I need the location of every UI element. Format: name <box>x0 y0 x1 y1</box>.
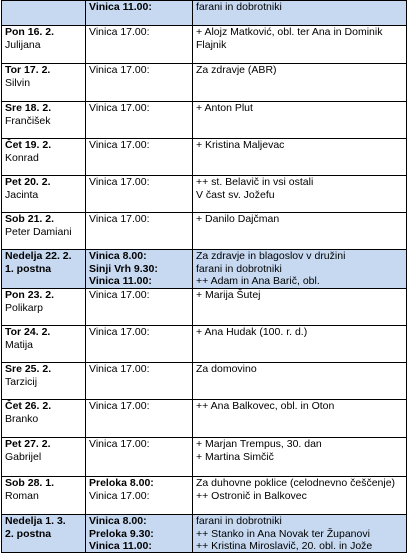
intention-cell <box>193 250 407 289</box>
mass-intention: farani in dobrotniki <box>196 1 282 13</box>
mass-intention: V čast sv. Jožefu <box>196 188 275 201</box>
day-row <box>2 176 407 213</box>
day-row <box>2 326 407 363</box>
day-cell <box>2 438 86 477</box>
day-cell <box>2 26 86 64</box>
mass-time: Sinji Vrh 9.30: <box>89 262 158 275</box>
intention-cell <box>193 363 407 400</box>
intention-cell <box>193 477 407 515</box>
mass-intention: Flajnik <box>196 38 227 51</box>
mass-time: Vinica 11.00: <box>89 1 152 13</box>
mass-intention: + Alojz Matković, obl. ter Ana in Dominik <box>196 26 383 39</box>
mass-intention: Za zdravje (ABR) <box>196 64 277 77</box>
day-saint: Tarzicij <box>5 375 38 388</box>
day-saint: 1. postna <box>5 262 52 275</box>
mass-time: Vinica 17.00: <box>89 400 150 413</box>
day-row <box>2 477 407 515</box>
time-cell <box>86 213 193 250</box>
time-cell <box>86 477 193 515</box>
mass-intention: + Martina Simčič <box>196 450 274 463</box>
day-date: Sre 18. 2. <box>5 102 52 115</box>
mass-time: Vinica 17.00: <box>89 489 150 502</box>
intention-cell <box>193 26 407 64</box>
time-cell <box>86 64 193 102</box>
time-cell <box>86 26 193 64</box>
schedule-body <box>2 1 407 553</box>
mass-intention: ++ Adam in Ana Barič, obl. <box>196 274 320 287</box>
day-saint: Polikarp <box>5 301 43 314</box>
day-cell <box>2 515 86 553</box>
mass-intention: Za duhovne poklice (celodnevno češčenje) <box>196 477 396 490</box>
day-date: Tor 24. 2. <box>5 326 51 339</box>
day-saint: Frančišek <box>5 114 51 127</box>
day-cell <box>2 250 86 289</box>
mass-intention: + Marija Šutej <box>196 289 261 302</box>
day-row <box>2 64 407 102</box>
day-saint: Jacinta <box>5 188 39 201</box>
intention-cell <box>193 438 407 477</box>
day-cell <box>2 1 86 26</box>
day-row <box>2 213 407 250</box>
day-saint: Roman <box>5 489 39 502</box>
mass-intention: + Danilo Dajčman <box>196 213 280 226</box>
day-cell <box>2 289 86 326</box>
day-row <box>2 26 407 64</box>
time-cell <box>86 102 193 139</box>
day-date: Sre 25. 2. <box>5 363 52 376</box>
day-cell <box>2 326 86 363</box>
day-cell <box>2 213 86 250</box>
mass-time: Vinica 17.00: <box>89 26 150 39</box>
day-cell <box>2 139 86 176</box>
day-row <box>2 400 407 438</box>
mass-time: Vinica 8.00: <box>89 250 147 263</box>
mass-intention: + Marjan Trempus, 30. dan <box>196 438 322 451</box>
day-cell <box>2 400 86 438</box>
day-date: Pon 23. 2. <box>5 289 55 302</box>
time-cell <box>86 400 193 438</box>
day-cell <box>2 64 86 102</box>
sunday-row <box>2 1 407 26</box>
sunday-row <box>2 250 407 289</box>
mass-intention: ++ Kristina Miroslavič, 20. obl. in Jože <box>196 539 373 552</box>
day-date: Tor 17. 2. <box>5 64 51 77</box>
time-cell <box>86 363 193 400</box>
mass-time: Preloka 9.30: <box>89 527 154 540</box>
day-date: Pon 16. 2. <box>5 26 55 39</box>
day-saint: 2. postna <box>5 527 52 540</box>
day-row <box>2 139 407 176</box>
day-saint: Gabrijel <box>5 450 42 463</box>
mass-intention: farani in dobrotniki <box>196 515 282 528</box>
day-date: Nedelja 1. 3. <box>5 515 66 528</box>
day-date: Nedelja 22. 2. <box>5 250 72 263</box>
day-row <box>2 102 407 139</box>
intention-cell <box>193 515 407 553</box>
day-date: Sob 21. 2. <box>5 213 55 226</box>
day-cell <box>2 176 86 213</box>
day-date: Sob 28. 1. <box>5 477 55 490</box>
mass-time: Vinica 11.00: <box>89 274 152 287</box>
time-cell <box>86 139 193 176</box>
mass-time: Vinica 17.00: <box>89 438 150 451</box>
day-saint: Branko <box>5 412 39 425</box>
day-date: Pet 20. 2. <box>5 176 51 189</box>
intention-cell <box>193 289 407 326</box>
intention-cell <box>193 1 407 26</box>
mass-time: Vinica 17.00: <box>89 363 150 376</box>
mass-intention: ++ st. Belavič in vsi ostali <box>196 176 314 189</box>
mass-intention: ++ Stanko in Ana Novak ter Županovi <box>196 527 370 540</box>
time-cell <box>86 176 193 213</box>
time-cell <box>86 250 193 289</box>
day-row <box>2 438 407 477</box>
mass-intention: farani in dobrotniki <box>196 262 282 275</box>
intention-cell <box>193 213 407 250</box>
day-cell <box>2 477 86 515</box>
mass-time: Vinica 17.00: <box>89 213 150 226</box>
intention-cell <box>193 139 407 176</box>
mass-time: Vinica 17.00: <box>89 326 150 339</box>
sunday-row <box>2 515 407 553</box>
mass-intention: ++ Ana Balkovec, obl. in Oton <box>196 400 335 413</box>
day-date: Pet 27. 2. <box>5 438 51 451</box>
mass-intention: + Anton Plut <box>196 102 253 115</box>
day-cell <box>2 363 86 400</box>
time-cell <box>86 289 193 326</box>
time-cell <box>86 515 193 553</box>
mass-time: Vinica 11.00: <box>89 539 152 552</box>
mass-time: Vinica 17.00: <box>89 139 150 152</box>
mass-time: Vinica 17.00: <box>89 102 150 115</box>
day-cell <box>2 102 86 139</box>
mass-time: Vinica 8.00: <box>89 515 147 528</box>
mass-time: Vinica 17.00: <box>89 289 150 302</box>
mass-intention: Za zdravje in blagoslov v družini <box>196 250 346 263</box>
mass-intention: ++ Ostronič in Balkovec <box>196 489 307 502</box>
mass-time: Preloka 8.00: <box>89 477 154 490</box>
intention-cell <box>193 326 407 363</box>
mass-intention: + Kristina Maljevac <box>196 139 285 152</box>
day-saint: Silvin <box>5 76 31 89</box>
time-cell <box>86 326 193 363</box>
intention-cell <box>193 400 407 438</box>
day-date: Čet 19. 2. <box>5 139 52 152</box>
day-date <box>5 1 83 13</box>
day-saint <box>5 13 83 25</box>
mass-time: Vinica 17.00: <box>89 176 150 189</box>
intention-cell <box>193 102 407 139</box>
mass-intention: + Ana Hudak (100. r. d.) <box>196 326 308 339</box>
day-saint: Konrad <box>5 151 39 164</box>
day-row <box>2 289 407 326</box>
mass-schedule-table <box>1 0 407 553</box>
day-saint: Julijana <box>5 38 41 51</box>
mass-time: Vinica 17.00: <box>89 64 150 77</box>
intention-cell <box>193 176 407 213</box>
intention-cell <box>193 64 407 102</box>
time-cell <box>86 438 193 477</box>
mass-intention: Za domovino <box>196 363 257 376</box>
day-saint: Peter Damiani <box>5 225 72 238</box>
time-cell <box>86 1 193 26</box>
day-row <box>2 363 407 400</box>
day-date: Čet 26. 2. <box>5 400 52 413</box>
day-saint: Matija <box>5 338 34 351</box>
